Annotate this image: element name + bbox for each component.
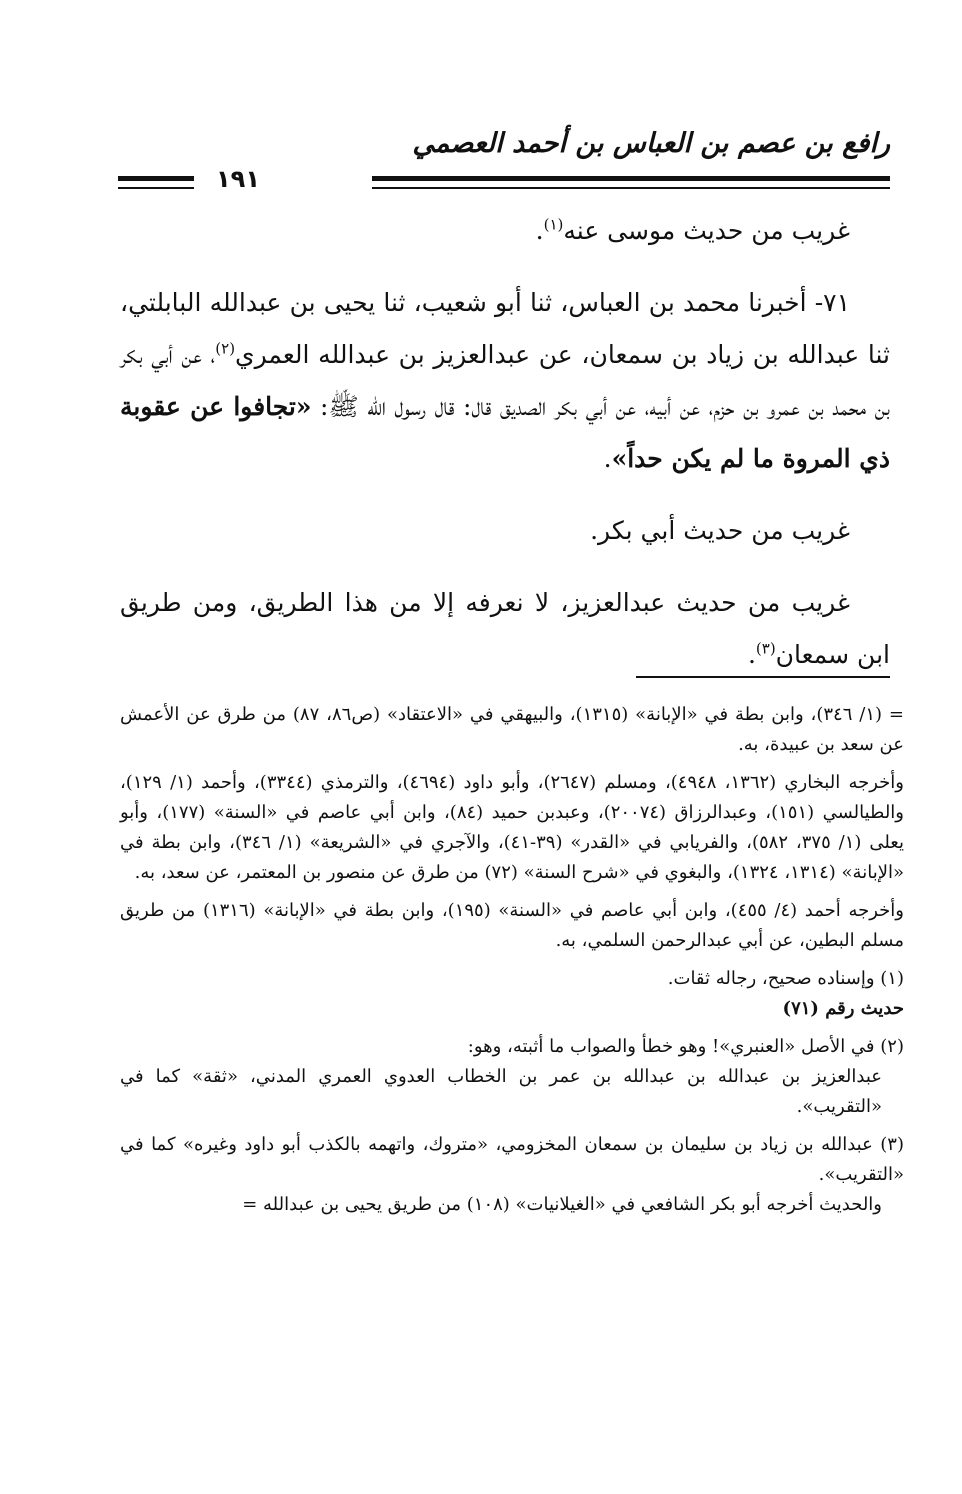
paragraph-musa: غريب من حديث موسى عنه$^{(١)}$. xyxy=(535,215,850,245)
footnote-continuation-1: = (١/ ٣٤٦)، وابن بطة في «الإبانة» (١٣١٥)، والبيهقي في «الاعتقاد» (ص٨٦، ٨٧) من طرق عن الأعمش عن سعد بن عبيدة، به. xyxy=(120,704,905,755)
footnote-2-detail: عبدالعزيز بن عبدالله بن عبدالله بن عمر بن الخطاب العدوي العمري المدني، «ثقة» كما في «التقريب». xyxy=(120,1066,882,1117)
footnote-continuation-2: وأخرجه البخاري (١٣٦٢، ٤٩٤٨)، ومسلم (٢٦٤٧)، وأبو داود (٤٦٩٤)، والترمذي (٣٣٤٤)، وأحمد (١/ ١٢٩)، والطيالسي (١٥١)، وعبدالرزاق (٢٠٠٧٤)، وعبدبن حميد (٨٤)، وابن أبي عاصم في «السنة» (١٧٧)، وأبو يعلى (١/ ٣٧٥، ٥٨٢)، والفريابي في «القدر» (٣٩-٤١)، والآجري في «الشريعة» (١/ ٣٤٦)، وابن بطة في «الإبانة» (١٣١٤، ١٣٢٤)، والبغوي في «شرح السنة» (٧٢) من طرق عن منصور بن المعتمر، عن سعد، به. xyxy=(120,772,905,883)
paragraph-abdulaziz: غريب من حديث عبدالعزيز، لا نعرفه إلا من هذا الطريق، ومن طريق ابن سمعان$^{(٣)}$. xyxy=(120,588,890,669)
hadith-71-paragraph: ٧١- أخبرنا محمد بن العباس، ثنا أبو شعيب، ثنا يحيى بن عبدالله البابلتي، ثنا عبدالله بن زياد بن سمعان، عن عبدالعزيز بن عبدالله العمري$^{(٢)}$، عن أبي بكر بن محمد بن عمرو بن حزم، عن أبيه، عن أبي بكر الصديق قال: قال رسول الله ﷺ: «تجافوا عن عقوبة ذي المروة ما لم يكن حداً». xyxy=(120,288,890,473)
footnote-3-detail: والحديث أخرجه أبو بكر الشافعي في «الغيلانيات» (١٠٨) من طريق يحيى بن عبدالله = xyxy=(242,1194,882,1215)
running-header-title: رافع بن عصم بن العباس بن أحمد العصمي xyxy=(412,128,890,159)
page-number: ١٩١ xyxy=(216,165,260,193)
footnote-1: (١) وإسناده صحيح، رجاله ثقات. xyxy=(667,968,904,989)
hadith-text: «تجافوا عن عقوبة ذي المروة ما لم يكن حداً» xyxy=(120,392,890,473)
footnote-2: (٢) في الأصل «العنبري»! وهو خطأ والصواب ما أثبته، وهو: xyxy=(467,1036,904,1057)
footnote-3: (٣) عبدالله بن زياد بن سليمان بن سمعان المخزومي، «متروك، واتهمه بالكذب أبو داود وغيره» كما في «التقريب». xyxy=(120,1134,904,1185)
paragraph-abu-bakr: غريب من حديث أبي بكر. xyxy=(590,516,850,545)
footnote-hadith-heading: حديث رقم (٧١) xyxy=(782,998,904,1019)
footnote-ref-3: (٣) xyxy=(755,639,776,658)
main-text xyxy=(120,205,890,681)
header-rule xyxy=(372,176,890,189)
header-rule-short xyxy=(118,176,194,189)
footnote-continuation-3: وأخرجه أحمد (٤/ ٤٥٥)، وابن أبي عاصم في «السنة» (١٩٥)، وابن بطة في «الإبانة» (١٣١٦) من طريق مسلم البطين، عن أبي عبدالرحمن السلمي، به. xyxy=(120,900,904,951)
footnote-ref-1: (١) xyxy=(543,215,564,234)
footnote-separator xyxy=(636,676,890,678)
footnotes xyxy=(120,700,904,1220)
footnote-ref-2: (٢) xyxy=(215,339,236,358)
